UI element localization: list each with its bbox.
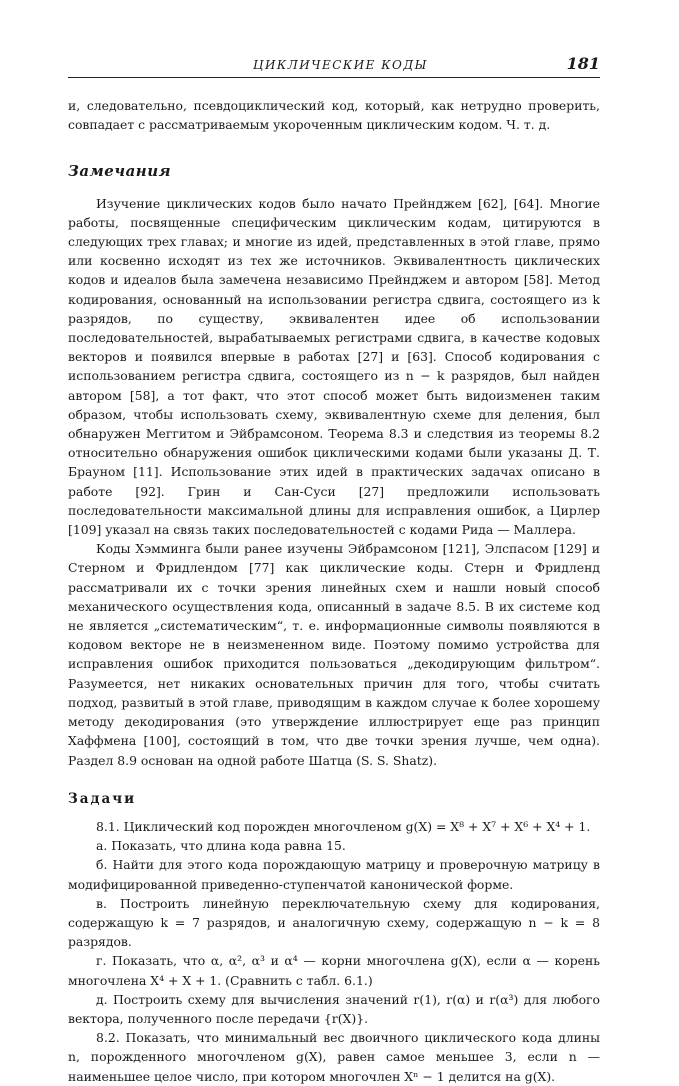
problem-8-2: 8.2. Показать, что минимальный вес двоичного циклического кода длины n, порожденного многочленом g(X), равен самое меньшее 3, если n — наименьшее целое число, при котором многочлен Xⁿ − 1 делится на g(X). <box>68 1030 600 1084</box>
problem-8-1-a: а. Показать, что длина кода равна 15. <box>96 838 346 854</box>
problem-8-1-b: б. Найти для этого кода порождающую матрицу и проверочную матрицу в модифицированной приведенно-ступенчатой канонической форме. <box>68 857 600 892</box>
header-rule <box>68 77 600 78</box>
running-header <box>68 54 600 76</box>
page-number: 181 <box>566 54 600 73</box>
problems-heading: Задачи <box>68 790 137 807</box>
continuation-paragraph: и, следовательно, псевдоциклический код, который, как нетрудно проверить, совпадает с рассматриваемым укороченным циклическим кодом. Ч. т. д. <box>68 98 600 133</box>
problem-8-1-d: г. Показать, что α, α², α³ и α⁴ — корни многочлена g(X), если α — корень многочлена X⁴ + X + 1. (Сравнить с табл. 6.1.) <box>68 953 600 988</box>
problem-8-1-intro: 8.1. Циклический код порожден многочленом g(X) = X⁸ + X⁷ + X⁶ + X⁴ + 1. <box>96 818 591 834</box>
notes-paragraph-1: Изучение циклических кодов было начато Прейнджем [62], [64]. Многие работы, посвященные специфическим циклическим кодам, цитируются в следующих трех главах; и многие из идей, представленных в этой главе, прямо или косвенно исходят из тех же источников. Эквивалентность циклических кодов и идеалов была замечена независимо Прейнджем и автором [58]. Метод кодирования, основанный на использовании регистра сдвига, состоящего из k разрядов, по существу, эквивалентен идее об использовании последовательностей, вырабатываемых регистрами сдвига, в качестве кодовых векторов и появился впервые в работах [27] и [63]. Способ кодирования с использованием регистра сдвига, состоящего из n − k разрядов, был найден автором [58], а тот факт, что этот способ может быть видоизменен таким образом, чтобы использовать схему, эквивалентную схеме для деления, был обнаружен Меггитом и Эйбрамсоном. Теорема 8.3 и следствия из теоремы 8.2 относительно обнаружения ошибок циклическими кодами были указаны Д. Т. Брауном [11]. Использование этих идей в практических задачах описано в работе [92]. Грин и Сан-Суси [27] предложили использовать последовательности максимальной длины для исправления ошибок, а Цирлер [109] указал на связь таких последовательностей с кодами Рида — Маллера. <box>68 195 600 538</box>
page-body <box>68 96 600 1086</box>
problem-8-1-e: д. Построить схему для вычисления значений r(1), r(α) и r(α³) для любого вектора, полученного после передачи {r(X)}. <box>68 991 600 1026</box>
problem-8-1-c: в. Построить линейную переключательную схему для кодирования, содержащую k = 7 разрядов, и аналогичную схему, содержащую n − k = 8 разрядов. <box>68 895 600 950</box>
running-title: ЦИКЛИЧЕСКИЕ КОДЫ <box>253 58 428 72</box>
notes-paragraph-2: Коды Хэмминга были ранее изучены Эйбрамсоном [121], Элспасом [129] и Стерном и Фридлендом [77] как циклические коды. Стерн и Фридленд рассматривали их с точки зрения линейных схем и нашли новый способ механического осуществления кода, описанный в задаче 8.5. В их системе код не является „систематическим“, т. е. информационные символы появляются в кодовом векторе не в неизмененном виде. Поэтому помимо устройства для исправления ошибок приходится пользоваться „декодирующим фильтром“. Разумеется, нет никаких основательных причин для того, чтобы считать подход, развитый в этой главе, приводящим в каждом случае к более хорошему методу декодирования (это утверждение иллюстрирует еще раз принцип Хаффмена [100], состоящий в том, что две точки зрения лучше, чем одна). Раздел 8.9 основан на одной работе Шатца (S. S. Shatz). <box>68 541 600 768</box>
notes-heading: Замечания <box>68 162 172 181</box>
